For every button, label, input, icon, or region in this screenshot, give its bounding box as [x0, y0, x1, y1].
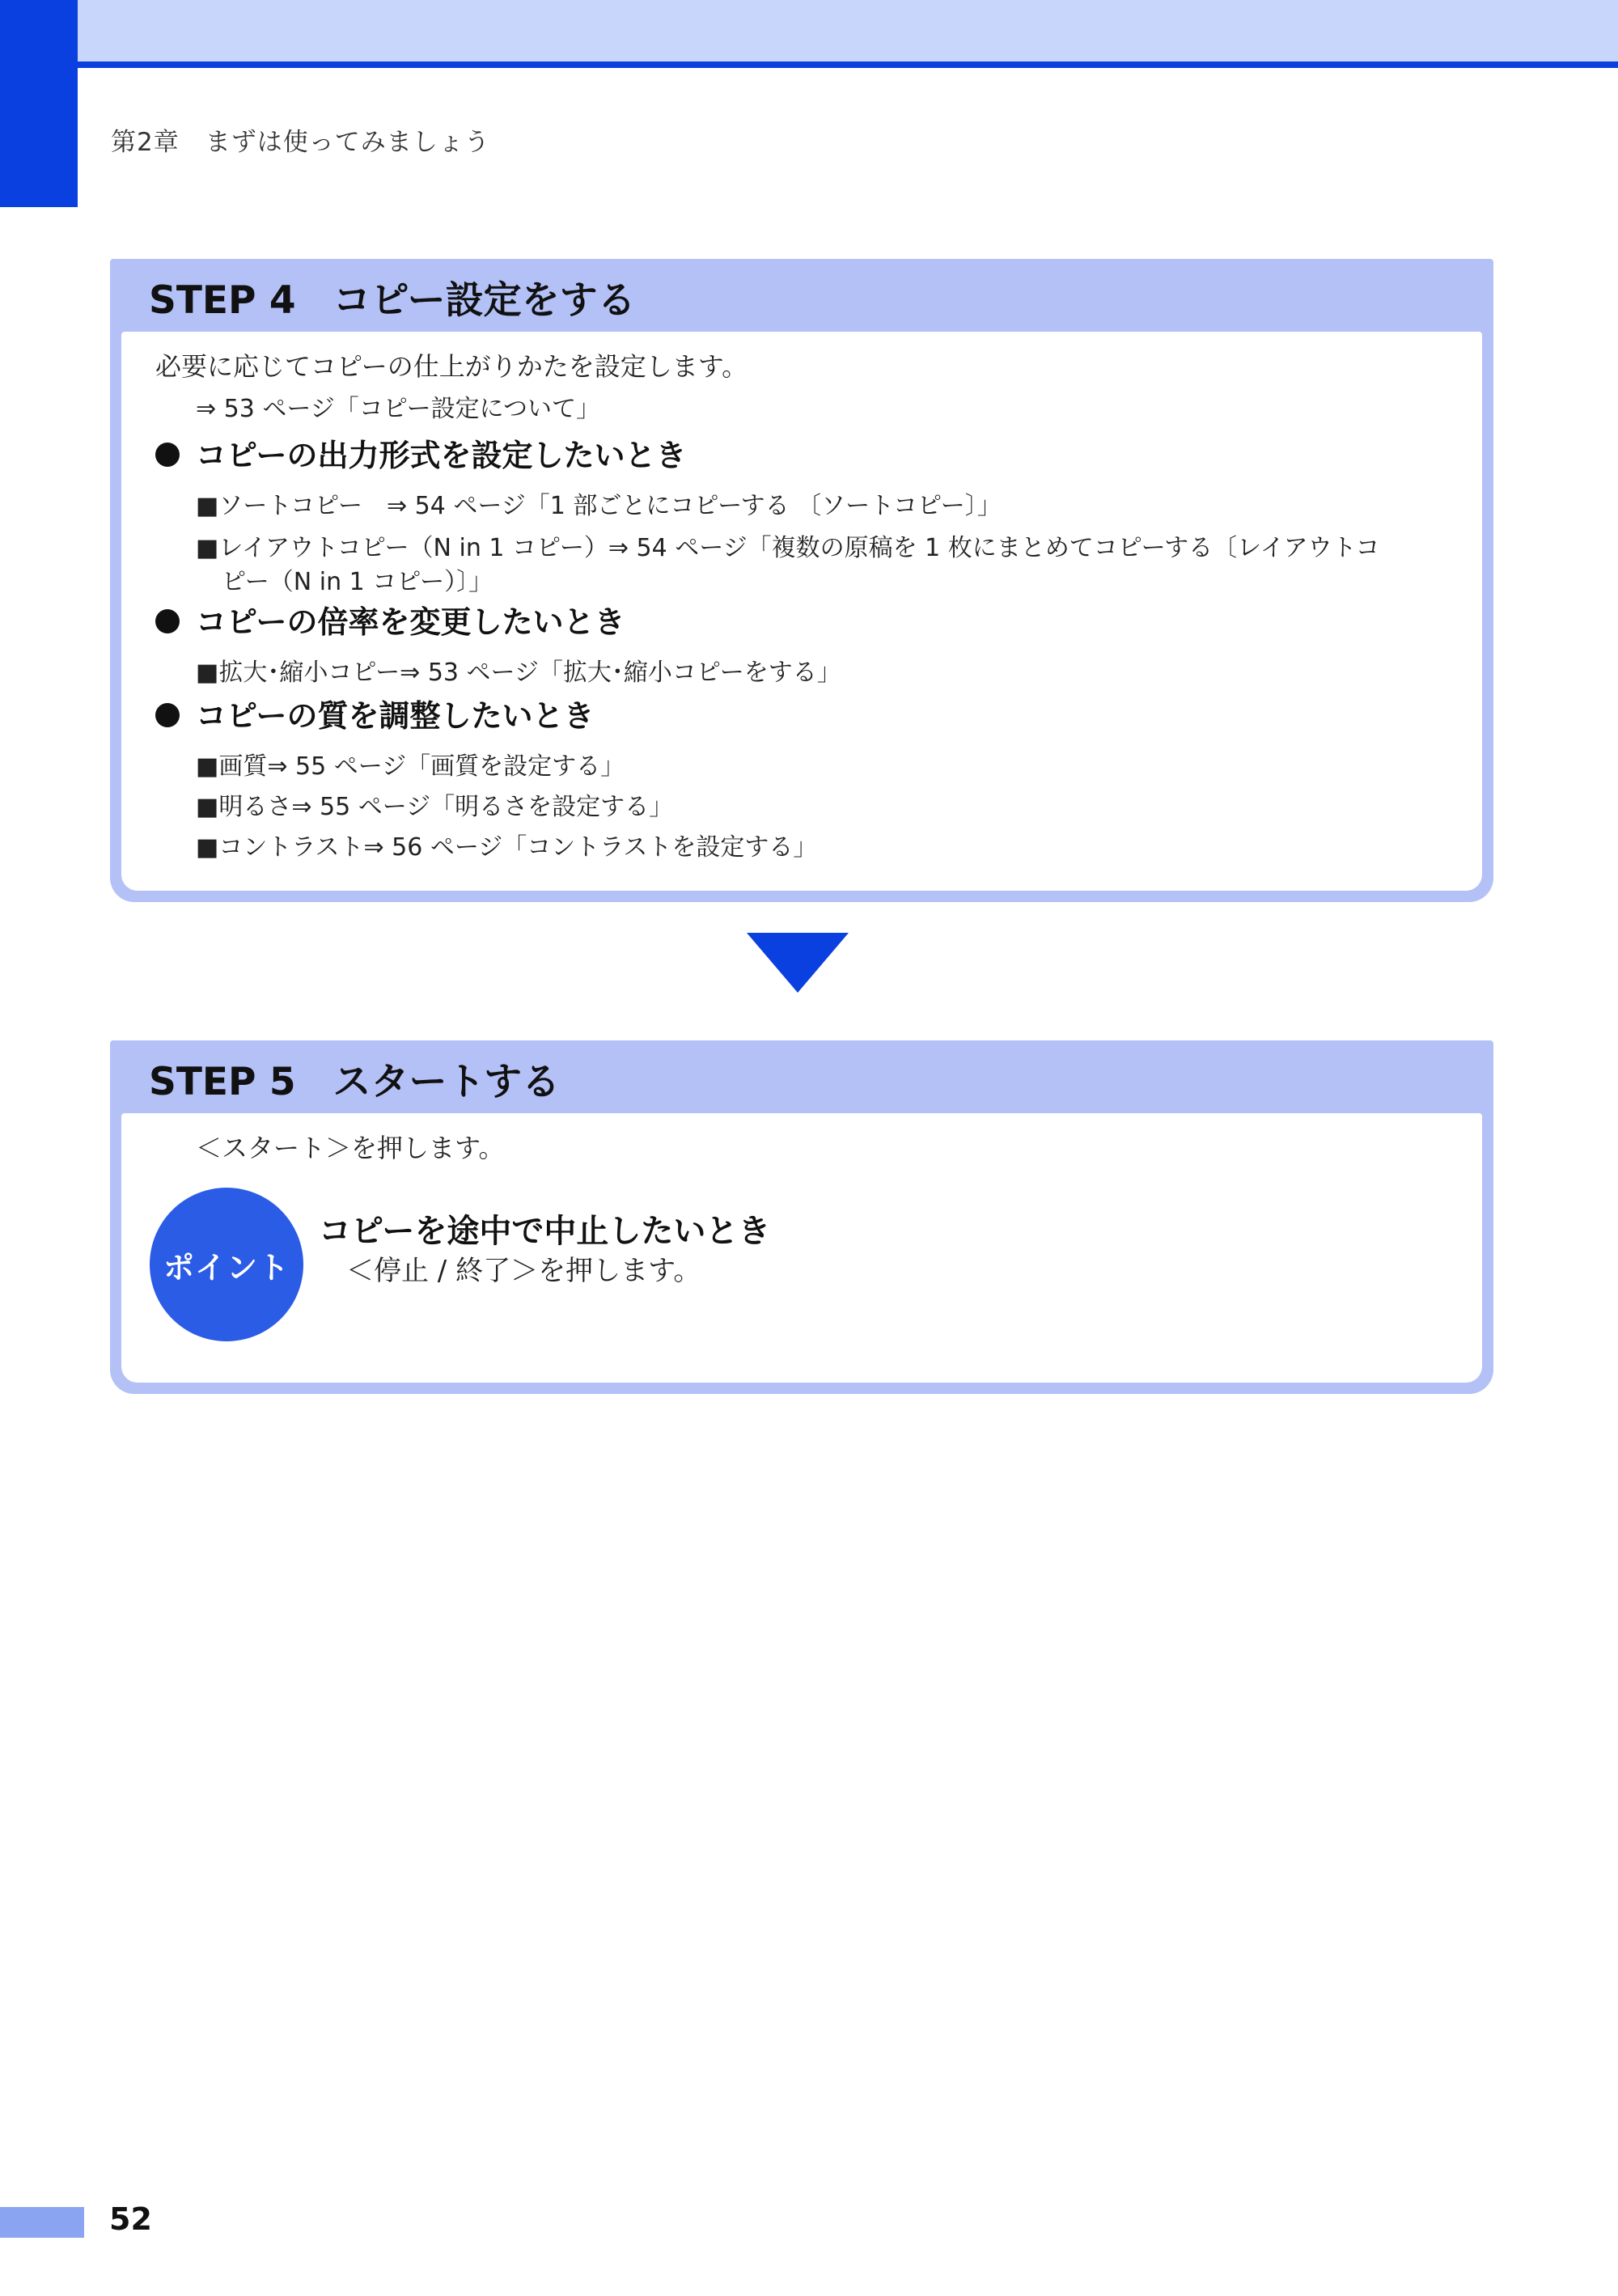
- step4-content: [121, 332, 1482, 891]
- step5-card: [110, 1040, 1493, 1394]
- step4-title: [149, 270, 636, 324]
- bullet-dot: [155, 609, 180, 633]
- reference-item-sort-copy: ■ソートコピー ⇒ 54 ページ「1 部ごとにコピーする 〔ソートコピー〕」: [196, 492, 1002, 520]
- step5-instruction: ＜スタート＞を押します。: [196, 1133, 505, 1163]
- step4-intro-reference: ⇒ 53 ページ「コピー設定について」: [196, 395, 600, 423]
- page-number: 52: [109, 2201, 152, 2237]
- header-rule: [0, 61, 1618, 68]
- section-heading-output-format: コピーの出力形式を設定したいとき: [155, 430, 686, 475]
- step4-card: [110, 259, 1493, 902]
- reference-item-layout-copy: ■レイアウトコピー（N in 1 コピー）⇒ 54 ページ「複数の原稿を 1 枚にまとめてコピーする〔レイアウトコ: [196, 534, 1380, 562]
- step4-intro: 必要に応じてコピーの仕上がりかたを設定します。: [155, 351, 748, 382]
- next-step-arrow-icon: [747, 933, 849, 993]
- step4-title-text: コピー設定をする: [332, 278, 636, 323]
- header-band: [0, 0, 1618, 63]
- bullet-dot: [155, 443, 180, 467]
- step5-title-text: スタートする: [332, 1060, 561, 1104]
- chapter-tab-marker: [0, 0, 78, 207]
- step5-label: STEP 5: [149, 1060, 296, 1104]
- page-number-bar: [0, 2207, 84, 2238]
- point-badge: ポイント: [150, 1188, 303, 1341]
- point-title: コピーを途中で中止したいとき: [319, 1213, 771, 1250]
- bullet-dot: [155, 703, 180, 727]
- section-heading-magnification: コピーの倍率を変更したいとき: [155, 597, 625, 642]
- reference-item-contrast: ■コントラスト⇒ 56 ページ「コントラストを設定する」: [196, 833, 818, 862]
- step4-label: STEP 4: [149, 278, 296, 323]
- reference-item-enlarge-reduce: ■拡大･縮小コピー⇒ 53 ページ「拡大･縮小コピーをする」: [196, 659, 841, 687]
- chapter-heading: 第2章 まずは使ってみましょう: [111, 128, 490, 157]
- step5-title: [149, 1052, 560, 1106]
- reference-item-image-quality: ■画質⇒ 55 ページ「画質を設定する」: [196, 752, 625, 781]
- reference-item-brightness: ■明るさ⇒ 55 ページ「明るさを設定する」: [196, 793, 674, 821]
- reference-item-layout-copy-cont: ピー（N in 1 コピー）〕」: [222, 568, 493, 596]
- section-heading-quality: コピーの質を調整したいとき: [155, 691, 594, 735]
- point-body: ＜停止 / 終了＞を押します。: [346, 1255, 701, 1287]
